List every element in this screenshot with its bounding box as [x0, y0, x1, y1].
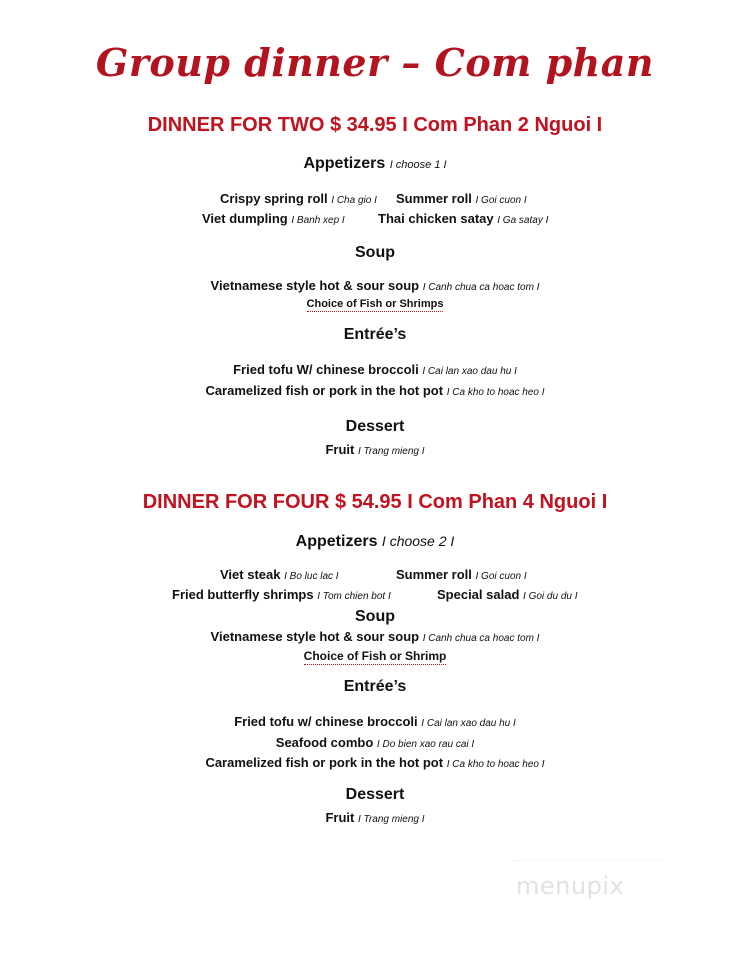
item-name: Viet dumpling: [202, 211, 288, 226]
item-viet: I Canh chua ca hoac tom I: [422, 633, 540, 644]
item-viet: I Goi cuon I: [475, 195, 527, 206]
item-name: Caramelized fish or pork in the hot pot: [205, 383, 444, 398]
item-name: Vietnamese style hot & sour soup: [210, 629, 420, 644]
item-name: Fried tofu w/ chinese broccoli: [234, 714, 418, 729]
menu-item: [0, 362, 750, 377]
item-name: Crispy spring roll: [220, 191, 328, 206]
item-viet: I Ga satay I: [497, 215, 549, 226]
menu-item: [202, 211, 345, 226]
appetizers-label: Appetizers: [295, 533, 378, 550]
item-viet: I Goi cuon I: [475, 571, 527, 582]
four-soup-header: Soup: [355, 608, 395, 625]
item-viet: I Trang mieng I: [358, 446, 425, 457]
item-viet: I Banh xep I: [291, 215, 345, 226]
four-appetizers-header: [0, 533, 750, 551]
item-viet: I Canh chua ca hoac tom I: [422, 282, 540, 293]
menu-item: [0, 442, 750, 457]
menupix-watermark: menupix: [516, 872, 625, 900]
menu-item: [0, 278, 750, 293]
two-soup-header: Soup: [355, 244, 395, 261]
item-viet: I Cha gio I: [331, 195, 377, 206]
menu-item: [0, 629, 750, 644]
menu-item: [0, 735, 750, 750]
item-viet: I Cai lan xao dau hu I: [422, 366, 517, 377]
page-title: Group dinner – Com phan: [95, 40, 655, 85]
menu-item: [0, 714, 750, 729]
watermark-divider: [512, 860, 662, 862]
item-viet: I Cai lan xao dau hu I: [421, 718, 516, 729]
item-viet: I Goi du du I: [523, 591, 578, 602]
item-name: Vietnamese style hot & sour soup: [210, 278, 420, 293]
menu-item: [396, 567, 527, 582]
menu-item: [220, 191, 377, 206]
item-name: Seafood combo: [275, 735, 374, 750]
four-entree-header: Entrée’s: [343, 678, 407, 695]
menu-item: [172, 587, 391, 602]
menu-item: [378, 211, 548, 226]
four-dessert-header: Dessert: [345, 786, 405, 803]
item-name: Thai chicken satay: [378, 211, 494, 226]
item-name: Summer roll: [396, 191, 472, 206]
item-name: Viet steak: [220, 567, 281, 582]
item-name: Caramelized fish or pork in the hot pot: [205, 755, 444, 770]
dinner-for-four-heading: DINNER FOR FOUR $ 54.95 I Com Phan 4 Nguoi I: [142, 491, 608, 513]
item-viet: I Tom chien bot I: [317, 591, 391, 602]
appetizers-note: I choose 1 I: [389, 159, 447, 171]
item-viet: I Bo luc lac I: [284, 571, 339, 582]
dinner-for-two-heading: DINNER FOR TWO $ 34.95 I Com Phan 2 Nguoi I: [147, 114, 603, 136]
item-viet: I Ca kho to hoac heo I: [446, 759, 545, 770]
item-name: Summer roll: [396, 567, 472, 582]
item-name: Special salad: [437, 587, 520, 602]
item-name: Fruit: [325, 442, 355, 457]
appetizers-label: Appetizers: [303, 155, 386, 172]
menu-item: [0, 755, 750, 770]
menu-item: [220, 567, 339, 582]
menu-item: [437, 587, 578, 602]
menu-item: [0, 383, 750, 398]
item-viet: I Trang mieng I: [358, 814, 425, 825]
item-name: Fruit: [325, 810, 355, 825]
item-name: Fried tofu W/ chinese broccoli: [233, 362, 419, 377]
menu-item: [0, 810, 750, 825]
appetizers-note: I choose 2 I: [381, 533, 455, 549]
two-appetizers-header: [0, 155, 750, 173]
item-viet: I Ca kho to hoac heo I: [446, 387, 545, 398]
two-dessert-header: Dessert: [345, 418, 405, 435]
soup-choice-note: Choice of Fish or Shrimps: [306, 298, 444, 310]
two-entree-header: Entrée’s: [343, 326, 407, 343]
menu-item: [396, 191, 527, 206]
item-name: Fried butterfly shrimps: [172, 587, 314, 602]
soup-choice-note: Choice of Fish or Shrimp: [303, 649, 447, 663]
item-viet: I Do bien xao rau cai I: [376, 739, 475, 750]
